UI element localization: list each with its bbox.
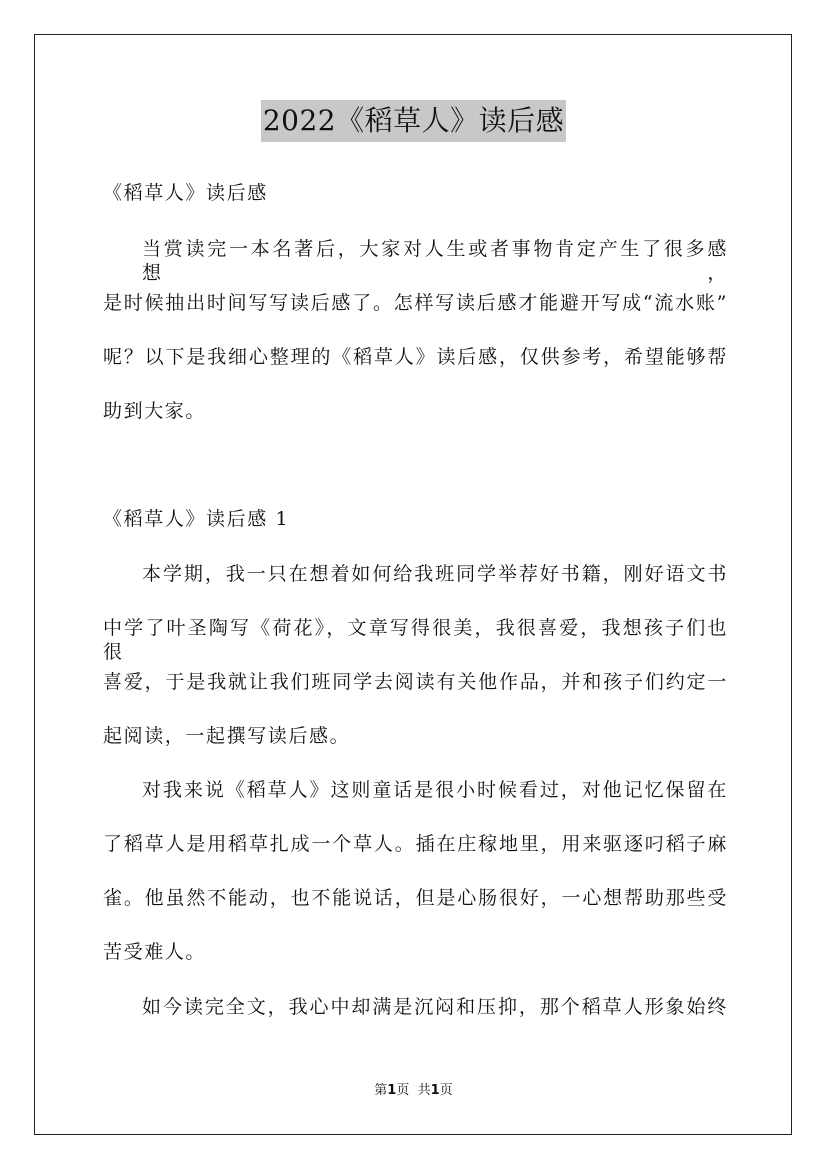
total-unit: 页: [439, 1083, 453, 1098]
para3-line-1: 如今读完全文，我心中却满是沉闷和压抑，那个稻草人形象始终: [142, 996, 728, 1018]
intro-line-2: 是时候抽出时间写写读后感了。怎样写读后感才能避开写成“流水账”: [103, 292, 728, 314]
intro-line-1: 当赏读完一本名著后，大家对人生或者事物肯定产生了很多感想，: [142, 238, 728, 284]
para2-line-3: 雀。他虽然不能动，也不能说话，但是心肠很好，一心想帮助那些受: [103, 887, 728, 909]
page-label: 第: [374, 1083, 388, 1098]
page-number: 1: [387, 1083, 397, 1098]
intro-line-4: 助到大家。: [103, 400, 207, 422]
total-pages: 1: [430, 1083, 440, 1098]
para2-line-1: 对我来说《稻草人》这则童话是很小时候看过，对他记忆保留在: [142, 779, 728, 801]
document-title: [0, 100, 827, 142]
para2-line-2: 了稻草人是用稻草扎成一个草人。插在庄稼地里，用来驱逐叼稻子麻: [103, 833, 728, 855]
para2-line-4: 苦受难人。: [103, 941, 207, 963]
intro-heading: 《稻草人》读后感: [103, 182, 268, 204]
para1-line-1: 本学期，我一只在想着如何给我班同学举荐好书籍，刚好语文书: [142, 563, 728, 585]
section1-heading: 《稻草人》读后感 1: [103, 508, 290, 530]
page-unit: 页: [396, 1083, 410, 1098]
para1-line-4: 起阅读，一起撰写读后感。: [103, 725, 351, 747]
para1-line-3: 喜爱，于是我就让我们班同学去阅读有关他作品，并和孩子们约定一: [103, 671, 728, 693]
document-title-text: 2022《稻草人》读后感: [261, 100, 566, 142]
page-footer: [0, 1081, 827, 1101]
para1-line-2: 中学了叶圣陶写《荷花》，文章写得很美，我很喜爱，我想孩子们也很: [103, 617, 728, 663]
total-label: 共: [417, 1083, 431, 1098]
intro-line-3: 呢？以下是我细心整理的《稻草人》读后感，仅供参考，希望能够帮: [103, 346, 728, 368]
